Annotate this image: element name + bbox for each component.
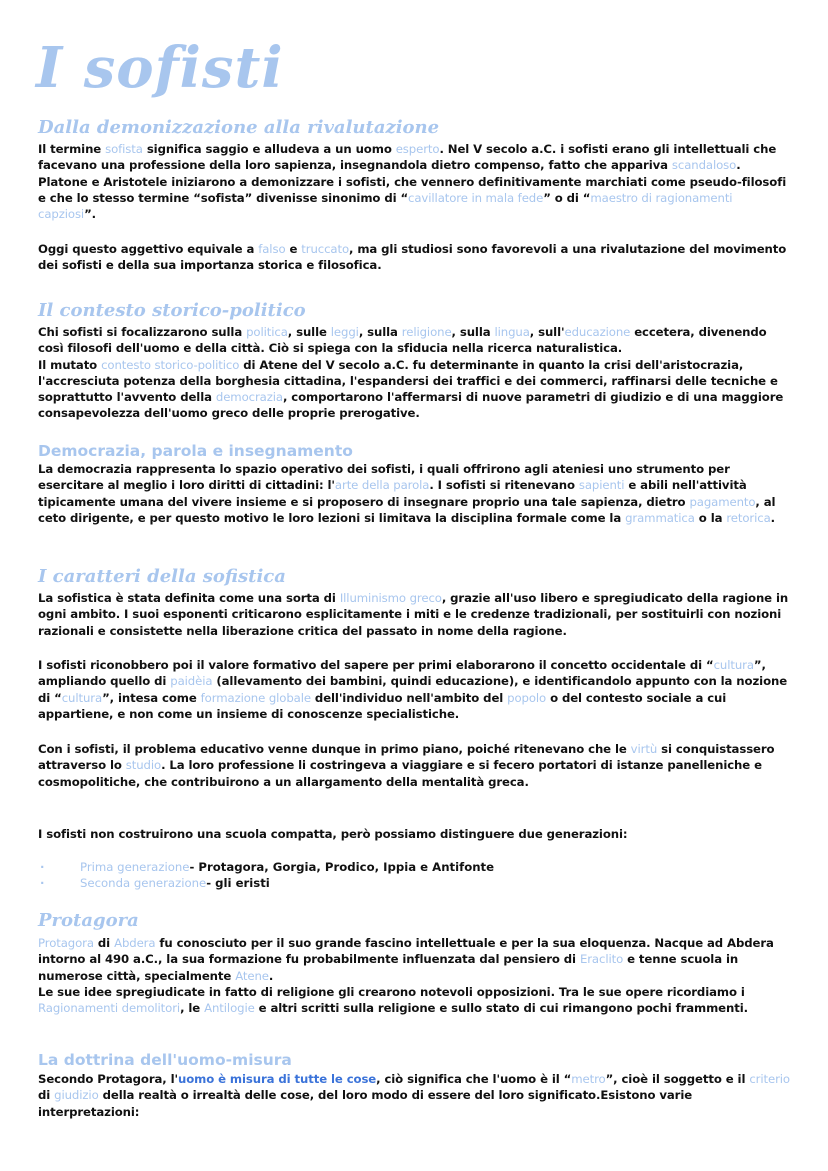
text: (allevamento dei bambini, quindi educazione), e identificandolo appunto con la nozione di “ bbox=[38, 674, 788, 705]
text: Oggi questo aggettivo equivale a bbox=[38, 242, 259, 256]
text: eccetera, divenendo così filosofi dell'uomo e della città. Ciò si spiega con la sfiducia nella ricerca naturalistica. Il mutato bbox=[38, 325, 767, 372]
paragraph-dottrina bbox=[38, 1071, 790, 1120]
keyword: pagamento bbox=[689, 494, 756, 509]
keyword: lingua bbox=[494, 325, 530, 339]
keyword: maestro di ragionamenti capziosi bbox=[38, 190, 733, 222]
text: , sulle bbox=[287, 325, 331, 339]
text: di bbox=[38, 1088, 55, 1103]
list-item bbox=[38, 859, 790, 875]
keyword: criterio bbox=[749, 1072, 790, 1086]
text: Il termine bbox=[38, 142, 106, 156]
paragraph-caratteri-3 bbox=[38, 741, 790, 790]
heading-caratteri: I caratteri della sofistica bbox=[38, 566, 286, 587]
text: e altri scritti sulla religione e sullo stato di cui rimangono pochi frammenti. bbox=[254, 1001, 748, 1016]
text: Chi sofisti si focalizzarono sulla bbox=[38, 325, 247, 339]
text: fu conosciuto per il suo grande fascino intellettuale e per la sua eloquenza. Nacque ad Abdera intorno al 490 a.C., la sua formazione fu probabilmente influenzata dal pensiero di bbox=[38, 936, 774, 967]
heading-democrazia: Democrazia, parola e insegnamento bbox=[38, 442, 353, 460]
keyword: sapienti bbox=[578, 478, 625, 493]
heading-contesto: Il contesto storico-politico bbox=[38, 300, 306, 321]
text: significa saggio e alludeva a un uomo bbox=[142, 142, 396, 156]
paragraph-demonizzazione-1 bbox=[38, 141, 790, 222]
paragraph-democrazia bbox=[38, 461, 790, 526]
keyword: paidèia bbox=[170, 674, 213, 689]
text: ” o di “ bbox=[543, 190, 591, 205]
text: . Nel V secolo a.C. i sofisti erano gli intellettuali che facevano una professione della loro sapienza, insegnandola dietro compenso, fatto che appariva bbox=[38, 142, 777, 173]
keyword: Antilogie bbox=[204, 1001, 255, 1016]
paragraph-caratteri-1 bbox=[38, 590, 790, 639]
keyword: virtù bbox=[630, 742, 658, 756]
text: dell'individuo nell'ambito del bbox=[310, 690, 508, 705]
keyword: studio bbox=[125, 758, 162, 773]
keyword: popolo bbox=[507, 690, 547, 705]
keyword: Abdera bbox=[114, 936, 156, 950]
text: . Platone e Aristotele iniziarono a demonizzare i sofisti, che vennero definitivamente marchiati come pseudo-filosofi e che lo stesso termine “sofista” divenisse sinonimo di “ bbox=[38, 158, 787, 205]
heading-protagora: Protagora bbox=[38, 910, 139, 931]
paragraph-caratteri-2 bbox=[38, 657, 790, 722]
text: . bbox=[770, 510, 776, 525]
generations-list bbox=[38, 859, 790, 892]
text: , le bbox=[180, 1001, 205, 1016]
text: o del contesto sociale a cui appartiene, e non come un insieme di conoscenze specialistiche. bbox=[38, 690, 727, 721]
keyword: sofista bbox=[105, 142, 143, 156]
text: . Le sue idee spregiudicate in fatto di religione gli crearono notevoli opposizioni. Tra le sue opere ricordiamo i bbox=[38, 968, 745, 999]
keyword: uomo è misura di tutte le cose bbox=[177, 1072, 377, 1086]
heading-dottrina: La dottrina dell'uomo-misura bbox=[38, 1051, 292, 1069]
keyword: cavillatore in mala fede bbox=[408, 190, 544, 205]
text: ”, ampliando quello di bbox=[38, 658, 766, 689]
bullet-icon: · bbox=[40, 860, 45, 874]
keyword: truccato bbox=[301, 242, 350, 256]
text: e bbox=[285, 242, 302, 256]
text: o la bbox=[694, 510, 727, 525]
paragraph-caratteri-4: I sofisti non costruirono una scuola compatta, però possiamo distinguere due generazioni: bbox=[38, 827, 628, 841]
keyword: retorica bbox=[726, 510, 771, 525]
list-item bbox=[38, 875, 790, 891]
text: di Atene del V secolo a.C. fu determinante in quanto la crisi dell'aristocrazia, l'accresciuta potenza della borghesia cittadina, l'espandersi dei traffici e dei commerci, raffinarsi delle tecniche e soprattutto l'avvento della bbox=[38, 357, 778, 405]
text: . I sofisti si ritenevano bbox=[429, 478, 579, 493]
text: ”, intesa come bbox=[102, 690, 201, 705]
keyword: Atene bbox=[235, 968, 269, 983]
generation-text: - gli eristi bbox=[206, 876, 270, 891]
heading-demonizzazione: Dalla demonizzazione alla rivalutazione bbox=[38, 117, 440, 138]
generation-label: Prima generazione bbox=[80, 860, 190, 874]
text: della realtà o irrealtà delle cose, del loro modo di essere del loro significato.Esistono varie interpretazioni: bbox=[38, 1088, 693, 1119]
text: si conquistassero attraverso lo bbox=[38, 742, 775, 773]
keyword: educazione bbox=[564, 325, 631, 339]
text: ”. bbox=[84, 207, 96, 222]
text: I sofisti riconobbero poi il valore formativo del sapere per primi elaborarono il concetto occidentale di “ bbox=[38, 658, 714, 672]
text: ”, cioè il soggetto e il bbox=[605, 1072, 750, 1086]
keyword: Ragionamenti demolitori bbox=[38, 1001, 181, 1016]
text: e abili nell'attività tipicamente umana del vivere insieme e si proposero di insegnare proprio una tale sapienza, dietro bbox=[38, 478, 747, 509]
keyword: contesto storico-politico bbox=[101, 357, 240, 372]
keyword: democrazia bbox=[215, 390, 283, 405]
keyword: politica bbox=[246, 325, 288, 339]
text: , sulla bbox=[358, 325, 402, 339]
keyword: arte della parola bbox=[334, 478, 430, 493]
text: , comportarono l'affermarsi di nuove parametri di giudizio e di una maggiore consapevolezza dell'uomo greco delle proprie prerogative. bbox=[38, 390, 784, 421]
keyword: metro bbox=[571, 1072, 606, 1086]
text: e tenne scuola in numerose città, specialmente bbox=[38, 952, 739, 983]
keyword: giudizio bbox=[54, 1088, 99, 1103]
text: , sull' bbox=[529, 325, 565, 339]
generation-label: Seconda generazione bbox=[80, 876, 207, 891]
paragraph-contesto bbox=[38, 324, 790, 422]
page-title: I sofisti bbox=[36, 35, 284, 101]
keyword: leggi bbox=[330, 325, 359, 339]
text: La democrazia rappresenta lo spazio operativo dei sofisti, i quali offrirono agli ateniesi uno strumento per esercitare al meglio i loro diritti di cittadini: l' bbox=[38, 462, 730, 493]
keyword: cultura bbox=[713, 658, 754, 672]
text: di bbox=[93, 936, 115, 950]
text: , grazie all'uso libero e spregiudicato della ragione in ogni ambito. I suoi esponenti criticarono esplicitamente i miti e le credenze tradizionali, per sostituirli con nozioni razionali e consistette nella liberazione critica del passato in nome della ragione. bbox=[38, 591, 789, 638]
keyword: formazione globale bbox=[200, 690, 311, 705]
paragraph-demonizzazione-2 bbox=[38, 241, 790, 274]
text: , sulla bbox=[451, 325, 495, 339]
generation-text: - Protagora, Gorgia, Prodico, Ippia e Antifonte bbox=[189, 860, 495, 874]
paragraph-protagora bbox=[38, 935, 790, 1016]
text: . La loro professione li costringeva a viaggiare e si fecero portatori di istanze panelleniche e cosmopolitiche, che contribuirono a un allargamento della mentalità greca. bbox=[38, 758, 762, 789]
text: La sofistica è stata definita come una sorta di bbox=[38, 591, 340, 605]
text: , ciò significa che l'uomo è il “ bbox=[376, 1072, 572, 1086]
keyword: falso bbox=[258, 242, 286, 256]
text: Secondo Protagora, l' bbox=[38, 1072, 178, 1086]
bullet-icon: · bbox=[40, 876, 45, 891]
keyword: esperto bbox=[395, 142, 440, 156]
keyword: Protagora bbox=[38, 936, 94, 950]
text: , ma gli studiosi sono favorevoli a una rivalutazione del movimento dei sofisti e della sua importanza storica e filosofica. bbox=[38, 242, 787, 273]
keyword: grammatica bbox=[625, 510, 695, 525]
keyword: religione bbox=[401, 325, 452, 339]
text: , al ceto dirigente, e per questo motivo le loro lezioni si limitava la disciplina formale come la bbox=[38, 494, 776, 525]
keyword: Illuminismo greco bbox=[339, 591, 442, 605]
keyword: scandaloso bbox=[671, 158, 737, 173]
keyword: cultura bbox=[61, 690, 103, 705]
keyword: Eraclito bbox=[579, 952, 624, 967]
text: Con i sofisti, il problema educativo venne dunque in primo piano, poiché ritenevano che le bbox=[38, 742, 631, 756]
